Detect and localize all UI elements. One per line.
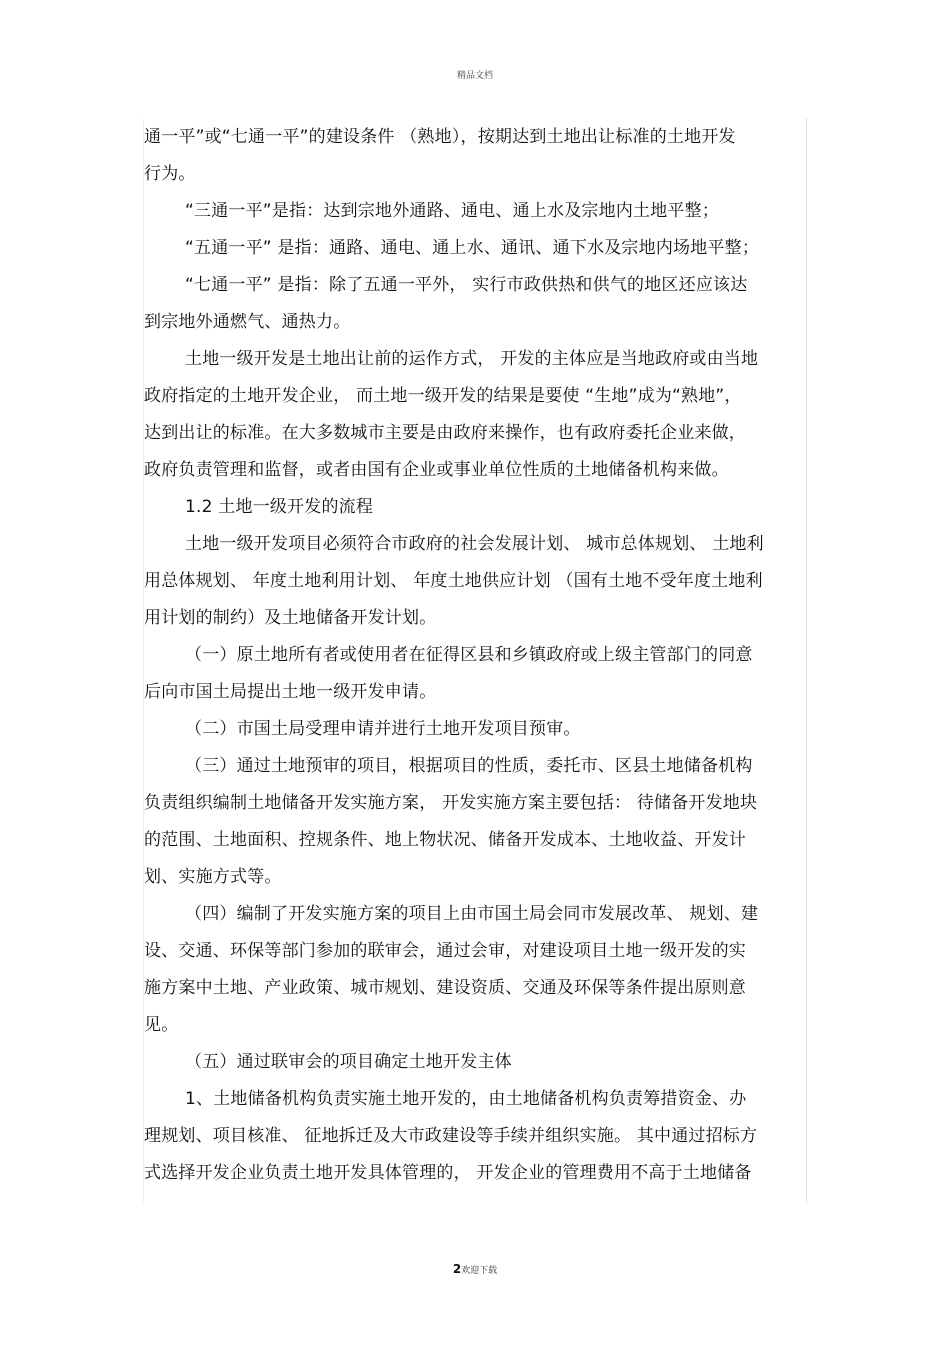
page-number: 2: [452, 1262, 462, 1276]
text-line: 政府指定的土地开发企业， 而土地一级开发的结果是要使 “生地”成为“熟地”，: [144, 386, 742, 406]
left-margin-rule: [143, 118, 144, 1203]
text-line: （五）通过联审会的项目确定土地开发主体: [185, 1052, 512, 1072]
text-line: 施方案中土地、产业政策、城市规划、建设资质、交通及环保等条件提出原则意: [144, 978, 746, 998]
text-line: 的范围、土地面积、控规条件、地上物状况、储备开发成本、土地收益、开发计: [144, 830, 746, 850]
text-line: （二）市国土局受理申请并进行土地开发项目预审。: [185, 719, 581, 739]
section-heading: 1.2 土地一级开发的流程: [185, 497, 374, 517]
text-line: 到宗地外通燃气、通热力。: [144, 312, 351, 332]
text-line: 后向市国土局提出土地一级开发申请。: [144, 682, 437, 702]
text-line: 土地一级开发项目必须符合市政府的社会发展计划、 城市总体规划、 土地利: [185, 534, 764, 554]
text-line: 政府负责管理和监督，或者由国有企业或事业单位性质的土地储备机构来做。: [144, 460, 729, 480]
footer-text: 欢迎下载: [461, 1266, 498, 1276]
text-line: 用计划的制约）及土地储备开发计划。: [144, 608, 437, 628]
text-line: 见。: [144, 1015, 179, 1035]
text-line: “五通一平” 是指：通路、通电、通上水、通讯、通下水及宗地内场地平整；: [185, 238, 760, 258]
text-line: 设、交通、环保等部门参加的联审会，通过会审，对建设项目土地一级开发的实: [144, 941, 746, 961]
right-margin-rule: [806, 118, 807, 1203]
text-line: 土地一级开发是土地出让前的运作方式， 开发的主体应是当地政府或由当地: [185, 349, 759, 369]
text-line: （四）编制了开发实施方案的项目上由市国土局会同市发展改革、 规划、建: [185, 904, 759, 924]
text-line: 负责组织编制土地储备开发实施方案， 开发实施方案主要包括： 待储备开发地块: [144, 793, 758, 813]
page-footer: [0, 1262, 950, 1276]
text-line: “七通一平” 是指：除了五通一平外， 实行市政供热和供气的地区还应该达: [185, 275, 748, 295]
page-header: 精品文档: [456, 71, 493, 81]
text-line: 式选择开发企业负责土地开发具体管理的， 开发企业的管理费用不高于土地储备: [144, 1163, 752, 1183]
text-line: 通一平”或“七通一平”的建设条件 （熟地），按期达到土地出让标准的土地开发: [144, 127, 736, 147]
text-line: 达到出让的标准。在大多数城市主要是由政府来操作，也有政府委托企业来做，: [144, 423, 746, 443]
text-line: （一）原土地所有者或使用者在征得区县和乡镇政府或上级主管部门的同意: [185, 645, 753, 665]
text-line: 划、实施方式等。: [144, 867, 282, 887]
text-line: （三）通过土地预审的项目，根据项目的性质，委托市、区县土地储备机构: [185, 756, 753, 776]
text-line: 理规划、项目核准、 征地拆迁及大市政建设等手续并组织实施。 其中通过招标方: [144, 1126, 758, 1146]
text-line: 行为。: [144, 164, 196, 184]
text-line: “三通一平”是指：达到宗地外通路、通电、通上水及宗地内土地平整；: [185, 201, 720, 221]
text-line: 1、土地储备机构负责实施土地开发的，由土地储备机构负责筹措资金、办: [185, 1089, 747, 1109]
text-line: 用总体规划、 年度土地利用计划、 年度土地供应计划 （国有土地不受年度土地利: [144, 571, 763, 591]
